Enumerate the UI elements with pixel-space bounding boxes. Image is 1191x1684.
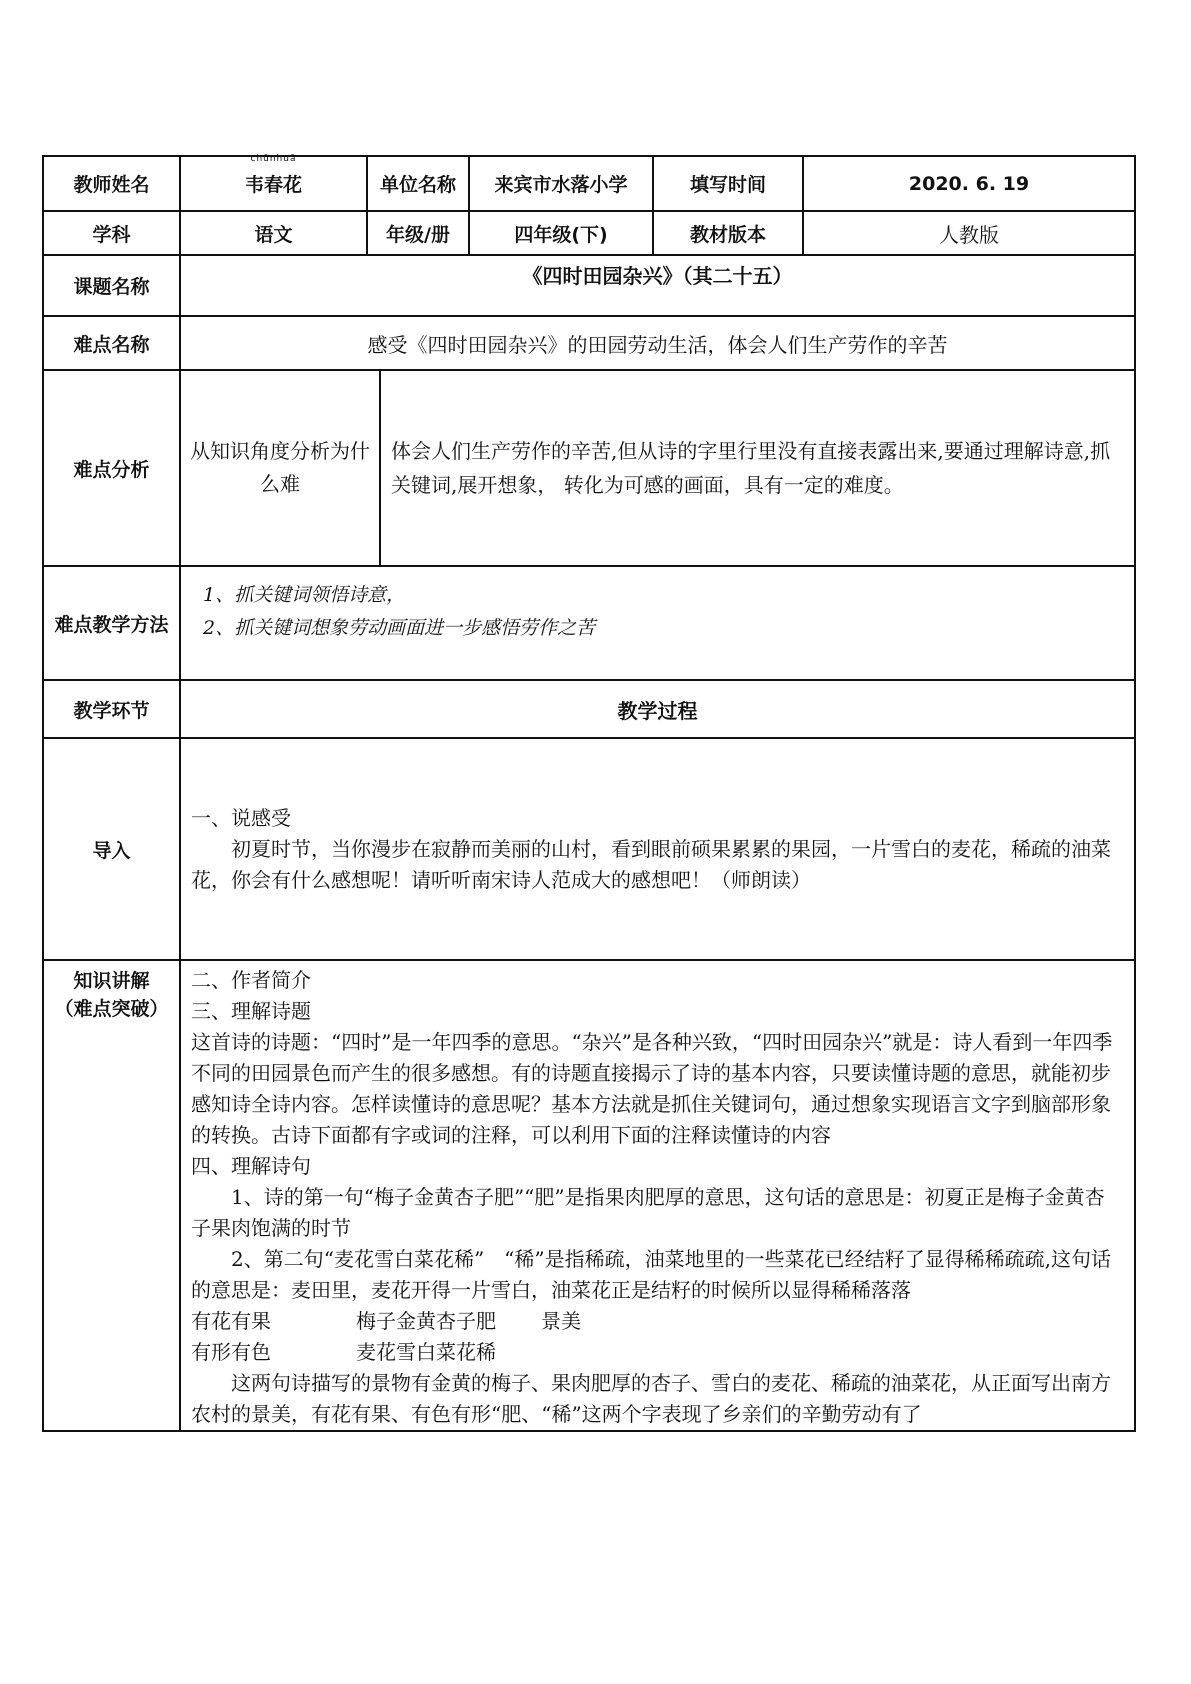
section-title: 三、理解诗题 [191,999,311,1023]
summary-row-2-b: 麦花雪白菜花稀 [356,1340,496,1364]
grade-label: 年级/册 [367,211,469,255]
stage-label: 教学环节 [43,680,180,738]
knowledge-row [43,960,1135,1431]
process-header-row [43,680,1135,738]
summary-row-1-a: 有花有果 [191,1309,271,1333]
analysis-sub-label: 从知识角度分析为什么难 [181,371,381,565]
header-row-2 [43,211,1135,255]
intro-heading: 一、说感受 [191,805,291,830]
title-paragraph: 这首诗的诗题：“四时”是一年四季的意思。“杂兴”是各种兴致，“四时田园杂兴”就是：诗人看到一年四季不同的田园景色而产生的很多感想。有的诗题直接揭示了诗的基本内容，只要读懂诗题的意思，就能初步感知诗全诗内容。怎样读懂诗的意思呢？基本方法就是抓住关键词句，通过想象实现语言文字到脑部形象的转换。古诗下面都有字或词的注释，可以利用下面的注释读懂诗的内容 [191,1030,1113,1147]
unit-name: 来宾市水落小学 [469,156,653,211]
lesson-plan-table [42,155,1136,1432]
date-label: 填写时间 [653,156,803,211]
intro-content [180,738,1135,960]
difficulty-value: 感受《四时田园杂兴》的田园劳动生活，体会人们生产劳作的辛苦 [180,316,1135,370]
teacher-pinyin: chūnhuā [250,154,297,164]
teacher-name-cell [180,156,367,211]
teacher-name [244,154,302,197]
knowledge-label-line2: （难点突破） [54,998,169,1020]
process-label: 教学过程 [180,680,1135,738]
summary-row-1-b: 梅子金黄杏子肥 [356,1309,496,1333]
topic-row [43,255,1135,316]
summary-row-1-c: 景美 [541,1309,581,1333]
summary-row-2-a: 有形有色 [191,1340,271,1364]
intro-row [43,738,1135,960]
teacher-label: 教师姓名 [43,156,180,211]
analysis-text [381,371,1134,565]
grade-value: 四年级(下) [469,211,653,255]
date-value: 2020. 6. 19 [803,156,1135,211]
summary-row-1 [191,1306,1122,1337]
intro-text: 初夏时节，当你漫步在寂静而美丽的山村，看到眼前硕果累累的果园，一片雪白的麦花，稀疏的油菜花，你会有什么感想呢！请听听南宋诗人范成大的感想吧！（师朗读） [191,836,1111,892]
line-one-paragraph: 1、诗的第一句“梅子金黄杏子肥”“肥”是指果肉肥厚的意思，这句话的意思是：初夏正是梅子金黄杏子果肉饱满的时节 [191,1185,1105,1240]
method-list [180,566,1135,680]
topic-value: 《四时田园杂兴》（其二十五） [180,255,1135,316]
analysis-label: 难点分析 [43,370,180,566]
section-lines: 四、理解诗句 [191,1154,311,1178]
line-two-paragraph: 2、第二句“麦花雪白菜花稀” “稀”是指稀疏，油菜地里的一些菜花已经结籽了显得稀稀疏疏,这句话的意思是：麦田里，麦花开得一片雪白，油菜花正是结籽的时候所以显得稀稀落落 [191,1247,1111,1302]
analysis-cell [180,370,1135,566]
edition-label: 教材版本 [653,211,803,255]
method-row [43,566,1135,680]
knowledge-label-line1: 知识讲解 [73,970,150,992]
edition-value: 人教版 [803,211,1135,255]
section-author: 二、作者简介 [191,968,311,992]
method-item: 2、抓关键词想象劳动画面进一步感悟劳作之苦 [203,617,596,639]
knowledge-content [180,960,1135,1431]
subject-value: 语文 [180,211,367,255]
summary-row-2 [191,1337,1122,1368]
intro-label: 导入 [43,738,180,960]
method-item: 1、抓关键词领悟诗意， [203,584,406,606]
topic-label: 课题名称 [43,255,180,316]
analysis-text-content: 体会人们生产劳作的辛苦,但从诗的字里行里没有直接表露出来,要通过理解诗意,抓关键词,展开想象， 转化为可感的画面，具有一定的难度。 [391,439,1111,497]
subject-label: 学科 [43,211,180,255]
method-label: 难点教学方法 [43,566,180,680]
knowledge-label [43,960,180,1431]
analysis-row [43,370,1135,566]
difficulty-row [43,316,1135,370]
unit-label: 单位名称 [367,156,469,211]
difficulty-label: 难点名称 [43,316,180,370]
header-row-1 [43,156,1135,211]
conclusion-paragraph: 这两句诗描写的景物有金黄的梅子、果肉肥厚的杏子、雪白的麦花、稀疏的油菜花，从正面写出南方农村的景美，有花有果、有色有形“肥、“稀”这两个字表现了乡亲们的辛勤劳动有了 [191,1371,1111,1426]
teacher-name-text: 韦春花 [244,174,302,196]
